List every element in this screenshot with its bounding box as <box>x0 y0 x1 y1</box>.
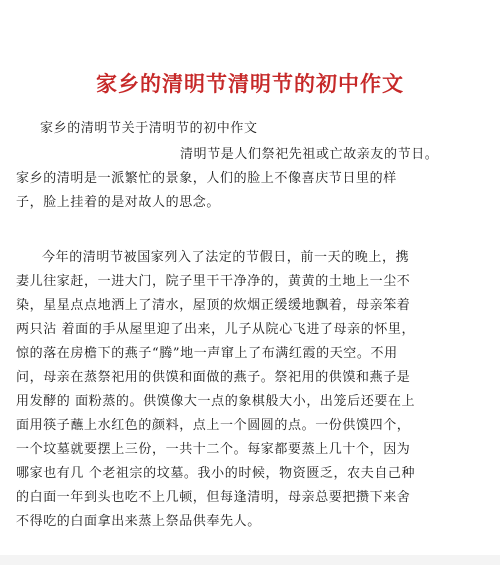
paragraph-2-line-7: 用发酵的 面粉蒸的。供馍像大一点的象棋般大小，出笼后还要在上 <box>16 394 416 409</box>
paragraph-2-line-10: 哪家也有几 个老祖宗的坟墓。我小的时候，物资匮乏，农夫自己种 <box>16 466 416 481</box>
paragraph-2-line-4: 两只沾 着面的手从屋里迎了出来，儿子从院心飞进了母亲的怀里， <box>16 322 416 337</box>
paragraph-2-line-1: 今年的清明节被国家列入了法定的节假日，前一天的晚上，携 <box>42 250 410 265</box>
paragraph-2-line-11: 的白面一年到头也吃不上几顿，但每逢清明，母亲总要把攒下来舍 <box>16 490 411 505</box>
bottom-edge-strip <box>0 555 500 565</box>
paragraph-2-line-8: 面用筷子蘸上水红色的颜料，点上一个圆圆的点。一份供馍四个， <box>16 418 411 433</box>
paragraph-2-line-6: 问，母亲在蒸祭祀用的供馍和面做的燕子。祭祀用的供馍和燕子是 <box>16 370 411 385</box>
subtitle-line: 家乡的清明节关于清明节的初中作文 <box>40 121 258 136</box>
paragraph-2-line-12: 不得吃的白面拿出来蒸上祭品供奉先人。 <box>16 514 261 529</box>
paragraph-2-line-5: 惊的落在房檐下的燕子“腾”地一声窜上了布满红霞的天空。不用 <box>16 346 398 361</box>
paragraph-1-line-1: 清明节是人们祭祀先祖或亡故亲友的节日。 <box>180 147 439 162</box>
paragraph-2-line-3: 染，星星点点地洒上了清水，屋顶的炊烟正缓缓地飘着，母亲笨着 <box>16 298 411 313</box>
document-title: 家乡的清明节清明节的初中作文 <box>96 71 404 96</box>
paragraph-2-line-2: 妻儿往家赶，一进大门，院子里干干净净的，黄黄的土地上一尘不 <box>16 274 411 289</box>
paragraph-1-line-2: 家乡的清明是一派繁忙的景象，人们的脸上不像喜庆节日里的样 <box>16 171 397 186</box>
paragraph-2-line-9: 一个坟墓就要摆上三份，一共十二个。每家都要蒸上几十个，因为 <box>16 442 411 457</box>
paragraph-1-line-3: 子，脸上挂着的是对故人的思念。 <box>16 195 221 210</box>
